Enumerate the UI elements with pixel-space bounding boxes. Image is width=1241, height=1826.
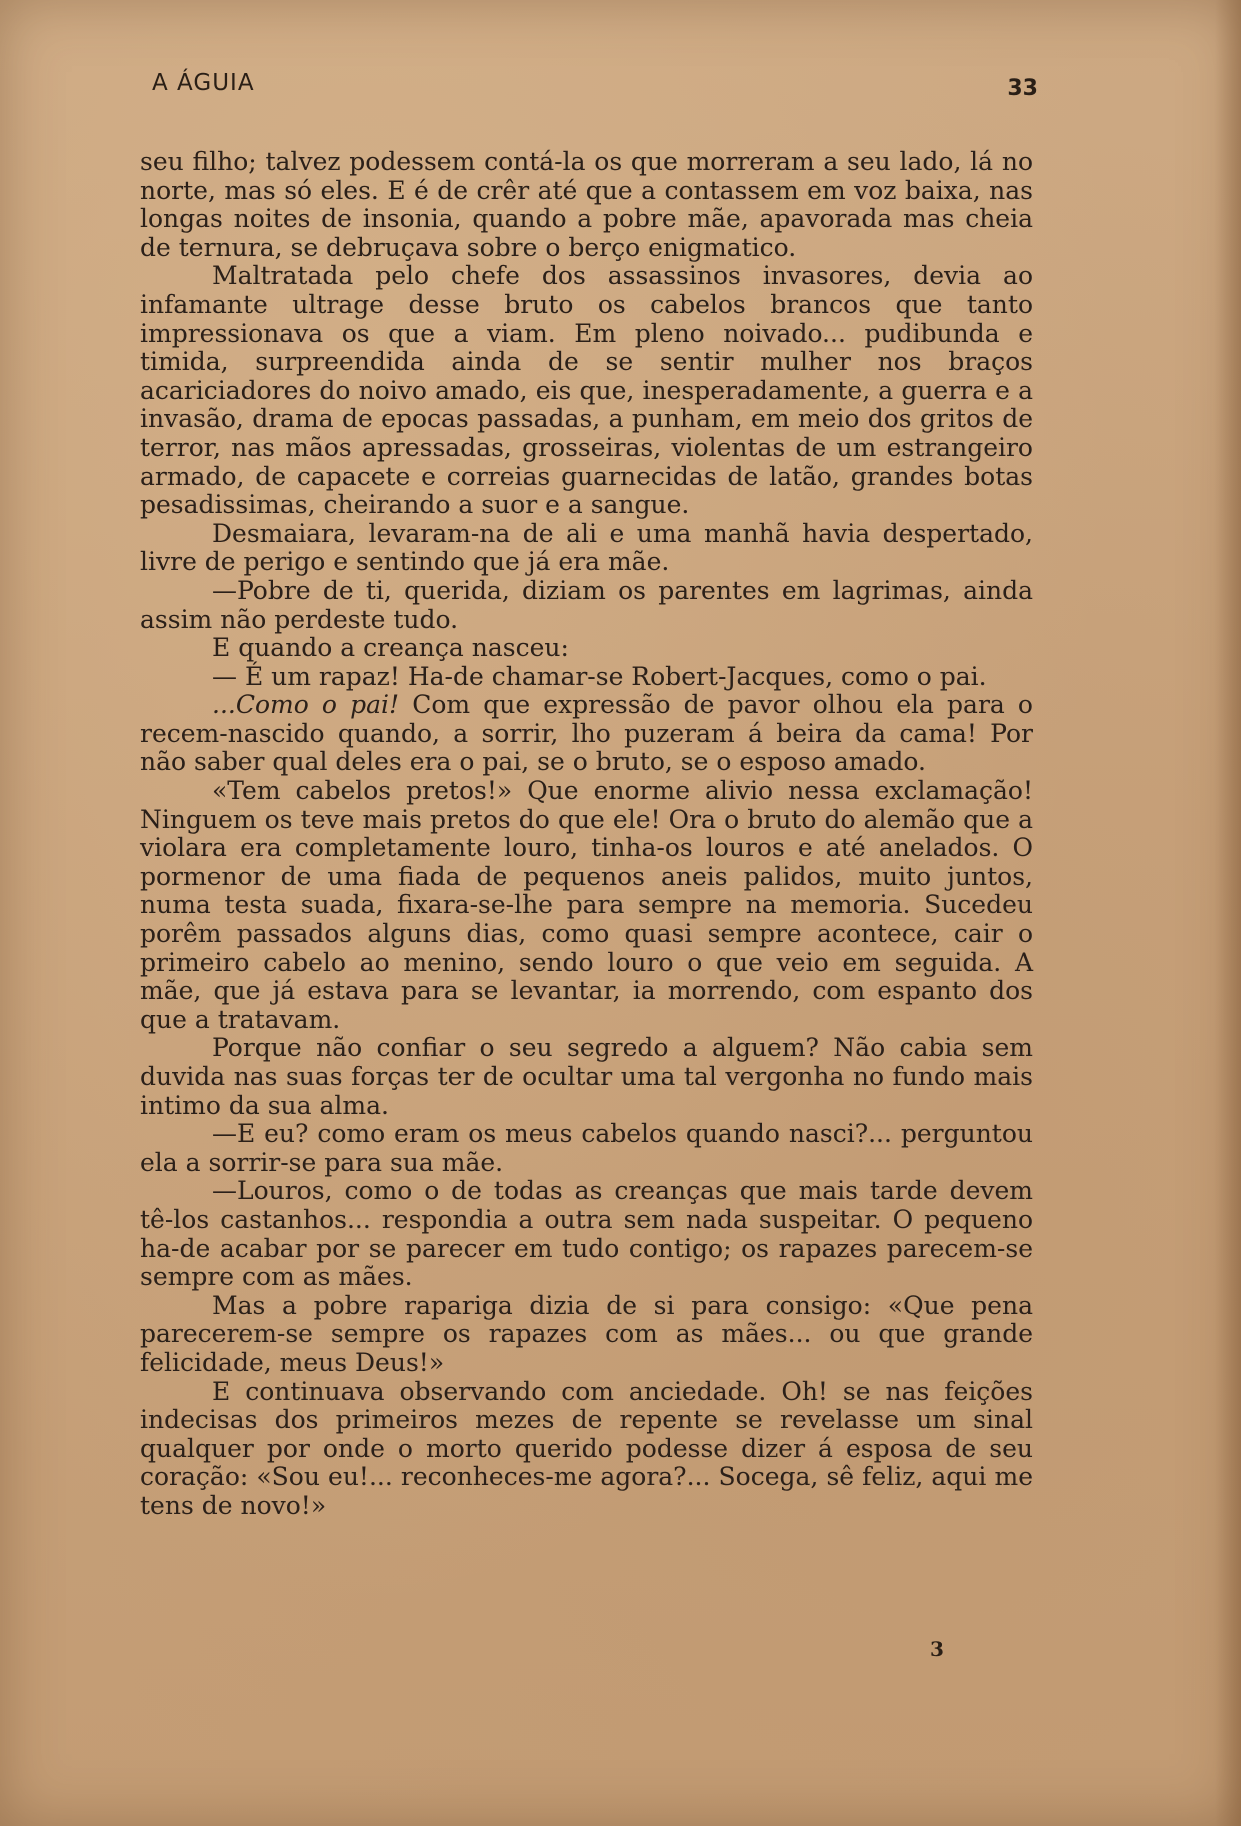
page-edge-shadow <box>1215 0 1241 1826</box>
page-number: 33 <box>1007 76 1038 101</box>
paragraph-11: —Louros, como o de todas as creanças que mais tarde devem tê-los castanhos... respondia a outra sem nada suspeitar. O pequeno ha-de acabar por se parecer em tudo contigo; os rapazes parecem-se sempre com as mães. <box>140 1176 1033 1292</box>
paragraph-6: — É um rapaz! Ha-de chamar-se Robert-Jacques, como o pai. <box>212 661 987 691</box>
running-title: A ÁGUIA <box>152 70 255 96</box>
paragraph-12: Mas a pobre rapariga dizia de si para consigo: «Que pena parecerem-se sempre os rapazes com as mães... ou que grande felicidade, meus Deus!» <box>140 1290 1033 1377</box>
paragraph-9: Porque não confiar o seu segredo a alguem? Não cabia sem duvida nas suas forças ter de ocultar uma tal vergonha no fundo mais intimo da sua alma. <box>140 1033 1033 1120</box>
paragraph-10: —E eu? como eram os meus cabelos quando nasci?... perguntou ela a sorrir-se para sua mãe. <box>140 1119 1033 1177</box>
paragraph-13: E continuava observando com anciedade. Oh! se nas feições indecisas dos primeiros mezes de repente se revelasse um sinal qualquer por onde o morto querido podesse dizer á esposa de seu coração: «Sou eu!... reconheces-me agora?... Socega, sê feliz, aqui me tens de novo!» <box>140 1376 1033 1520</box>
paragraph-7 <box>140 691 1033 777</box>
paragraph-5: E quando a creança nasceu: <box>212 633 569 663</box>
paragraph-8: «Tem cabelos pretos!» Que enorme alivio nessa exclamação! Ninguem os teve mais pretos do que ele! Ora o bruto do alemão que a violara era completamente louro, tinha-os louros e até anelados. O pormenor de uma fiada de pequenos aneis palidos, muito juntos, numa testa suada, fixara-se-lhe para sempre na memoria. Sucedeu porêm passados alguns dias, como quasi sempre acontece, cair o primeiro cabelo ao menino, sendo louro o que veio em seguida. A mãe, que já estava para se levantar, ia morrendo, com espanto dos que a tratavam. <box>140 776 1033 1034</box>
body-text <box>140 148 1033 1521</box>
paragraph-1: seu filho; talvez podessem contá-la os que morreram a seu lado, lá no norte, mas só eles. E é de crêr até que a contassem em voz baixa, nas longas noites de insonia, quando a pobre mãe, apavorada mas cheia de ternura, se debruçava sobre o berço enigmatico. <box>140 147 1033 262</box>
italic-como-o-pai: ...Como o pai! <box>212 690 400 720</box>
paragraph-3: Desmaiara, levaram-na de ali e uma manhã havia despertado, livre de perigo e sentindo que já era mãe. <box>140 518 1033 577</box>
paragraph-7-rest: Com que expressão de pavor olhou ela para o recem-nascido quando, a sorrir, lho puzeram á beira da cama! Por não saber qual deles era o pai, se o bruto, se o esposo amado. <box>140 690 1033 777</box>
signature-mark: 3 <box>930 1637 944 1661</box>
paragraph-4: —Pobre de ti, querida, diziam os parentes em lagrimas, ainda assim não perdeste tudo. <box>140 575 1033 634</box>
page-header <box>152 62 1038 102</box>
paragraph-2: Maltratada pelo chefe dos assassinos invasores, devia ao infamante ultrage desse bruto os cabelos brancos que tanto impressionava os que a viam. Em pleno noivado... pudibunda e timida, surpreendida ainda de se sentir mulher nos braços acariciadores do noivo amado, eis que, inesperadamente, a guerra e a invasão, drama de epocas passadas, a punham, em meio dos gritos de terror, nas mãos apressadas, grosseiras, violentas de um estrangeiro armado, de capacete e correias guarnecidas de latão, grandes botas pesadissimas, cheirando a suor e a sangue. <box>140 261 1033 520</box>
